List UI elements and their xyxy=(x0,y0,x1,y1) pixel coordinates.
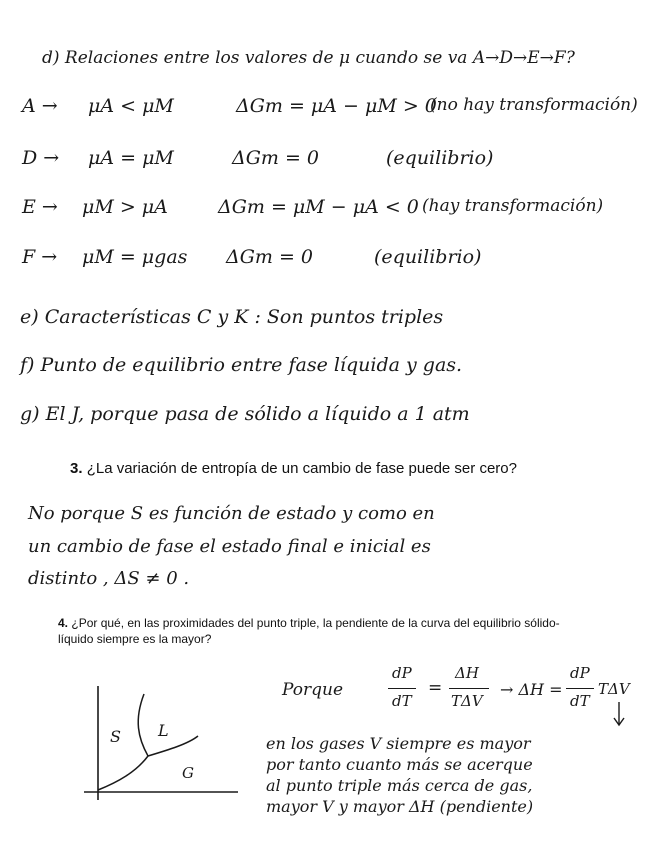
fraction-2-bar xyxy=(449,688,489,689)
question-line-2: líquido siempre es la mayor? xyxy=(58,632,212,646)
row-dg: ΔGm = μM − μA < 0 xyxy=(218,196,419,218)
row-dg: ΔGm = μA − μM > 0 xyxy=(236,95,437,117)
sublimation-curve xyxy=(98,756,148,790)
question-3 xyxy=(70,460,517,477)
question-line-1 xyxy=(58,615,618,631)
part-f-text: f) Punto de equilibrio entre fase líquida y gas. xyxy=(20,354,463,376)
fraction-3-bar xyxy=(566,688,594,689)
row-relation: μM = μgas xyxy=(82,246,188,268)
q4-answer-line-3: al punto triple más cerca de gas, xyxy=(266,776,533,795)
fraction-2-denominator: TΔV xyxy=(451,692,483,710)
phase-diagram xyxy=(78,682,238,812)
equals-sign: = xyxy=(428,678,443,698)
fraction-1-numerator: dP xyxy=(392,664,412,682)
result-tail: TΔV xyxy=(598,680,630,698)
q4-answer-line-2: por tanto cuanto más se acerque xyxy=(266,755,533,774)
row-point: A → xyxy=(22,95,58,117)
row-point: F → xyxy=(22,246,58,268)
result: → ΔH = xyxy=(500,680,563,699)
part-e-text: e) Características C y K : Son puntos triples xyxy=(20,306,444,328)
label-gas: G xyxy=(182,764,194,782)
q4-answer-line-4: mayor V y mayor ΔH (pendiente) xyxy=(266,797,534,816)
question-text: ¿La variación de entropía de un cambio de fase puede ser cero? xyxy=(86,460,517,477)
row-point: D → xyxy=(22,147,60,169)
part-g-text: g) El J, porque pasa de sólido a líquido a 1 atm xyxy=(20,403,470,425)
answer-prefix: Porque xyxy=(282,680,344,700)
q4-answer-line-1: en los gases V siempre es mayor xyxy=(266,734,531,753)
fraction-1-bar xyxy=(388,688,416,689)
q3-answer-line-3: distinto , ΔS ≠ 0 . xyxy=(28,568,190,589)
vaporization-curve xyxy=(148,736,198,756)
q3-answer-line-1: No porque S es función de estado y como en xyxy=(28,503,435,524)
row-note: (no hay transformación) xyxy=(430,95,638,115)
row-relation: μA = μM xyxy=(88,147,174,169)
q3-answer-line-2: un cambio de fase el estado final e inicial es xyxy=(28,536,431,557)
fraction-1-denominator: dT xyxy=(392,692,412,710)
row-note: (equilibrio) xyxy=(374,246,482,268)
row-relation: μA < μM xyxy=(88,95,174,117)
row-dg: ΔGm = 0 xyxy=(226,246,314,268)
fraction-3-denominator: dT xyxy=(570,692,590,710)
question-text: ¿Por qué, en las proximidades del punto triple, la pendiente de la curva del equilibrio sólido- xyxy=(71,616,560,630)
row-relation: μM > μA xyxy=(82,196,168,218)
question-number: 4. xyxy=(58,616,69,630)
fraction-2-numerator: ΔH xyxy=(455,664,479,682)
question-4 xyxy=(58,615,618,647)
row-note: (hay transformación) xyxy=(422,196,604,216)
label-liquid: L xyxy=(158,721,169,740)
question-number: 3. xyxy=(70,460,83,477)
row-dg: ΔGm = 0 xyxy=(232,147,320,169)
row-point: E → xyxy=(22,196,58,218)
fraction-3-numerator: dP xyxy=(570,664,590,682)
row-note: (equilibrio) xyxy=(386,147,494,169)
part-d-heading: d) Relaciones entre los valores de μ cuando se va A→D→E→F? xyxy=(42,48,575,68)
down-arrow-icon xyxy=(612,702,626,728)
label-solid: S xyxy=(110,727,121,746)
fusion-curve xyxy=(138,694,148,756)
